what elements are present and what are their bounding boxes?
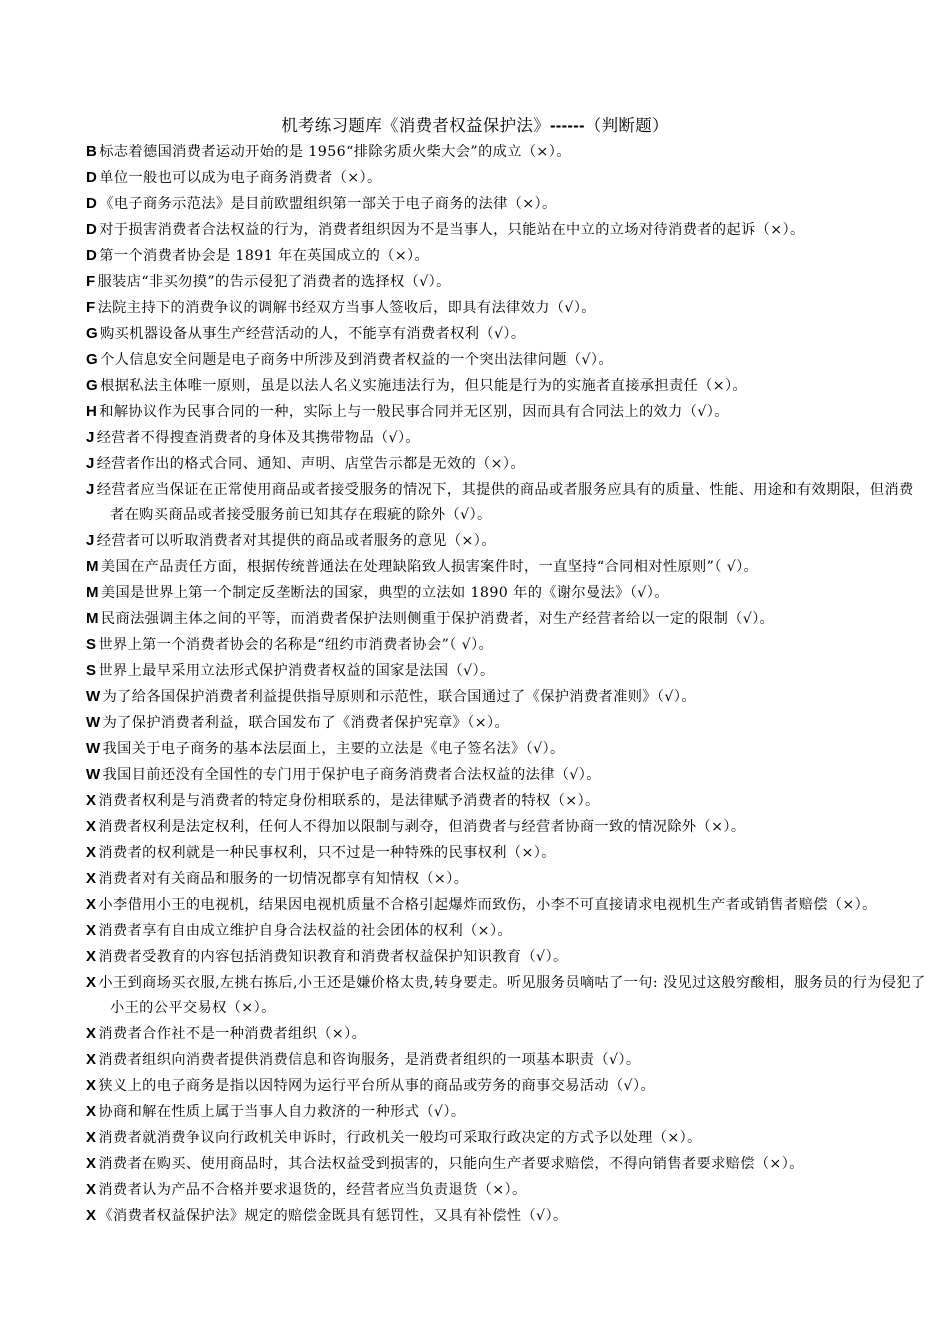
question-text: 狭义上的电子商务是指以因特网为运行平台所从事的商品或劳务的商事交易活动（√）。 bbox=[98, 1078, 656, 1094]
question-text: 民商法强调主体之间的平等，而消费者保护法则侧重于保护消费者，对生产经营者给以一定的限制（√）。 bbox=[100, 611, 775, 627]
question-text: 《电子商务示范法》是目前欧盟组织第一部关于电子商务的法律（×）。 bbox=[99, 196, 557, 212]
list-item bbox=[86, 321, 926, 347]
index-letter: X bbox=[86, 1103, 97, 1120]
list-item bbox=[86, 425, 926, 451]
list-item bbox=[86, 217, 926, 243]
index-letter: M bbox=[86, 584, 99, 601]
index-letter: X bbox=[86, 1051, 97, 1068]
question-text: 消费者受教育的内容包括消费知识教育和消费者权益保护知识教育（√）。 bbox=[98, 949, 568, 965]
list-item bbox=[86, 580, 926, 606]
question-text: 协商和解在性质上属于当事人自力救济的一种形式（√）。 bbox=[98, 1104, 466, 1120]
index-letter: X bbox=[86, 818, 97, 835]
question-text: 消费者认为产品不合格并要求退货的，经营者应当负责退货（×）。 bbox=[98, 1182, 527, 1198]
list-item bbox=[86, 243, 926, 269]
question-text: 我国关于电子商务的基本法层面上，主要的立法是《电子签名法》（√）。 bbox=[102, 741, 565, 757]
list-item bbox=[86, 866, 926, 892]
list-item bbox=[86, 191, 926, 217]
list-item bbox=[86, 477, 926, 528]
question-text: 消费者权利是与消费者的特定身份相联系的，是法律赋予消费者的特权（×）。 bbox=[98, 793, 600, 809]
index-letter: X bbox=[86, 948, 97, 965]
index-letter: X bbox=[86, 1155, 97, 1172]
list-item bbox=[86, 347, 926, 373]
question-text: 经营者作出的格式合同、通知、声明、店堂告示都是无效的（×）。 bbox=[96, 456, 525, 472]
list-item bbox=[86, 451, 926, 477]
index-letter: J bbox=[86, 481, 95, 498]
index-letter: F bbox=[86, 299, 96, 316]
question-text: 法院主持下的消费争议的调解书经双方当事人签收后，即具有法律效力（√）。 bbox=[97, 300, 596, 316]
index-letter: X bbox=[86, 844, 97, 861]
index-letter: S bbox=[86, 636, 97, 653]
index-letter: X bbox=[86, 1207, 97, 1224]
question-text: 经营者不得搜查消费者的身体及其携带物品（√）。 bbox=[96, 430, 421, 446]
question-text: 为了给各国保护消费者利益提供指导原则和示范性，联合国通过了《保护消费者准则》（√）。 bbox=[102, 689, 696, 705]
index-letter: J bbox=[86, 532, 95, 549]
list-item bbox=[86, 295, 926, 321]
index-letter: X bbox=[86, 1181, 97, 1198]
list-item bbox=[86, 1099, 926, 1125]
list-item bbox=[86, 632, 926, 658]
list-item bbox=[86, 165, 926, 191]
question-text: 消费者的权利就是一种民事权利，只不过是一种特殊的民事权利（×）。 bbox=[98, 845, 556, 861]
list-item bbox=[86, 399, 926, 425]
list-item bbox=[86, 684, 926, 710]
question-text: 经营者可以听取消费者对其提供的商品或者服务的意见（×）。 bbox=[96, 533, 496, 549]
question-text: 消费者就消费争议向行政机关申诉时，行政机关一般均可采取行政决定的方式予以处理（×）。 bbox=[98, 1130, 702, 1146]
index-letter: J bbox=[86, 429, 95, 446]
list-item bbox=[86, 736, 926, 762]
question-text: 美国是世界上第一个制定反垄断法的国家，典型的立法如 1890 年的《谢尔曼法》（√）。 bbox=[100, 585, 669, 601]
index-letter: W bbox=[86, 766, 101, 783]
question-text: 服装店“非买勿摸”的告示侵犯了消费者的选择权（√）。 bbox=[97, 274, 451, 290]
index-letter: M bbox=[86, 610, 99, 627]
index-letter: B bbox=[86, 143, 98, 160]
list-item bbox=[86, 970, 926, 1021]
list-item bbox=[86, 1125, 926, 1151]
index-letter: G bbox=[86, 351, 99, 368]
question-text: 小李借用小王的电视机，结果因电视机质量不合格引起爆炸而致伤，小李不可直接请求电视机生产者或销售者赔偿（×）。 bbox=[98, 897, 877, 913]
question-text: 消费者权利是法定权利，任何人不得加以限制与剥夺，但消费者与经营者协商一致的情况除外（×）。 bbox=[98, 819, 746, 835]
list-item bbox=[86, 1047, 926, 1073]
list-item bbox=[86, 762, 926, 788]
list-item bbox=[86, 944, 926, 970]
list-item bbox=[86, 139, 926, 165]
index-letter: S bbox=[86, 662, 97, 679]
question-text: 根据私法主体唯一原则，虽是以法人名义实施违法行为，但只能是行为的实施者直接承担责任（×）。 bbox=[100, 378, 748, 394]
question-text: 个人信息安全问题是电子商务中所涉及到消费者权益的一个突出法律问题（√）。 bbox=[100, 352, 613, 368]
question-text: 对于损害消费者合法权益的行为，消费者组织因为不是当事人，只能站在中立的立场对待消费者的起诉（×）。 bbox=[99, 222, 805, 238]
index-letter: X bbox=[86, 974, 97, 991]
list-item bbox=[86, 840, 926, 866]
list-item bbox=[86, 710, 926, 736]
list-item bbox=[86, 1177, 926, 1203]
list-item bbox=[86, 788, 926, 814]
question-text: 我国目前还没有全国性的专门用于保护电子商务消费者合法权益的法律（√）。 bbox=[102, 767, 601, 783]
index-letter: H bbox=[86, 403, 98, 420]
list-item bbox=[86, 1021, 926, 1047]
index-letter: X bbox=[86, 1025, 97, 1042]
list-item bbox=[86, 1203, 926, 1229]
question-text: 为了保护消费者利益，联合国发布了《消费者保护宪章》（×）。 bbox=[102, 715, 510, 731]
question-text: 经营者应当保证在正常使用商品或者接受服务的情况下，其提供的商品或者服务应具有的质量、性能、用途和有效期限，但消费者在购买商品或者接受服务前已知其存在瑕疵的除外（√）。 bbox=[96, 482, 914, 523]
index-letter: X bbox=[86, 1129, 97, 1146]
index-letter: X bbox=[86, 1077, 97, 1094]
index-letter: W bbox=[86, 740, 101, 757]
question-text: 和解协议作为民事合同的一种，实际上与一般民事合同并无区别，因而具有合同法上的效力（√）。 bbox=[99, 404, 729, 420]
index-letter: J bbox=[86, 455, 95, 472]
question-text: 消费者享有自由成立维护自身合法权益的社会团体的权利（×）。 bbox=[98, 923, 513, 939]
list-item bbox=[86, 373, 926, 399]
list-item bbox=[86, 269, 926, 295]
question-text: 世界上最早采用立法形式保护消费者权益的国家是法国（√）。 bbox=[98, 663, 495, 679]
index-letter: G bbox=[86, 377, 99, 394]
list-item bbox=[86, 658, 926, 684]
list-item bbox=[86, 606, 926, 632]
index-letter: X bbox=[86, 792, 97, 809]
index-letter: D bbox=[86, 247, 98, 264]
list-item bbox=[86, 1151, 926, 1177]
list-item bbox=[86, 918, 926, 944]
question-text: 消费者在购买、使用商品时，其合法权益受到损害的，只能向生产者要求赔偿，不得向销售者要求赔偿（×）。 bbox=[98, 1156, 804, 1172]
question-text: 消费者组织向消费者提供消费信息和咨询服务，是消费者组织的一项基本职责（√）。 bbox=[98, 1052, 641, 1068]
index-letter: W bbox=[86, 714, 101, 731]
index-letter: X bbox=[86, 870, 97, 887]
title-suffix: （判断题） bbox=[584, 116, 669, 135]
question-text: 《消费者权益保护法》规定的赔偿金既具有惩罚性，又具有补偿性（√）。 bbox=[98, 1208, 568, 1224]
question-text: 消费者对有关商品和服务的一切情况都享有知情权（×）。 bbox=[98, 871, 469, 887]
index-letter: D bbox=[86, 195, 98, 212]
question-text: 小王到商场买衣服,左挑右拣后,小王还是嫌价格太贵,转身要走。听见服务员嘀咕了一句: 没见过这般穷酸相，服务员的行为侵犯了小王的公平交易权（×）。 bbox=[98, 975, 926, 1016]
index-letter: X bbox=[86, 896, 97, 913]
index-letter: X bbox=[86, 922, 97, 939]
title-dashes: ------ bbox=[550, 117, 585, 135]
list-item bbox=[86, 892, 926, 918]
question-list bbox=[86, 139, 926, 1229]
index-letter: F bbox=[86, 273, 96, 290]
index-letter: G bbox=[86, 325, 99, 342]
list-item bbox=[86, 528, 926, 554]
index-letter: M bbox=[86, 558, 99, 575]
question-text: 单位一般也可以成为电子商务消费者（×）。 bbox=[99, 170, 382, 186]
index-letter: D bbox=[86, 221, 98, 238]
list-item bbox=[86, 1073, 926, 1099]
index-letter: W bbox=[86, 688, 101, 705]
question-text: 购买机器设备从事生产经营活动的人，不能享有消费者权利（√）。 bbox=[100, 326, 526, 342]
question-text: 标志着德国消费者运动开始的是 1956“排除劣质火柴大会”的成立（×）。 bbox=[99, 144, 571, 160]
question-text: 第一个消费者协会是 1891 年在英国成立的（×）。 bbox=[99, 248, 430, 264]
question-text: 美国在产品责任方面，根据传统普通法在处理缺陷致人损害案件时，一直坚持“合同相对性原则”（ √）。 bbox=[100, 559, 759, 575]
question-text: 世界上第一个消费者协会的名称是“纽约市消费者协会”（ √）。 bbox=[98, 637, 494, 653]
list-item bbox=[86, 814, 926, 840]
page-title bbox=[0, 113, 950, 139]
title-main: 机考练习题库《消费者权益保护法》 bbox=[281, 116, 551, 135]
index-letter: D bbox=[86, 169, 98, 186]
question-text: 消费者合作社不是一种消费者组织（×）。 bbox=[98, 1026, 367, 1042]
list-item bbox=[86, 554, 926, 580]
